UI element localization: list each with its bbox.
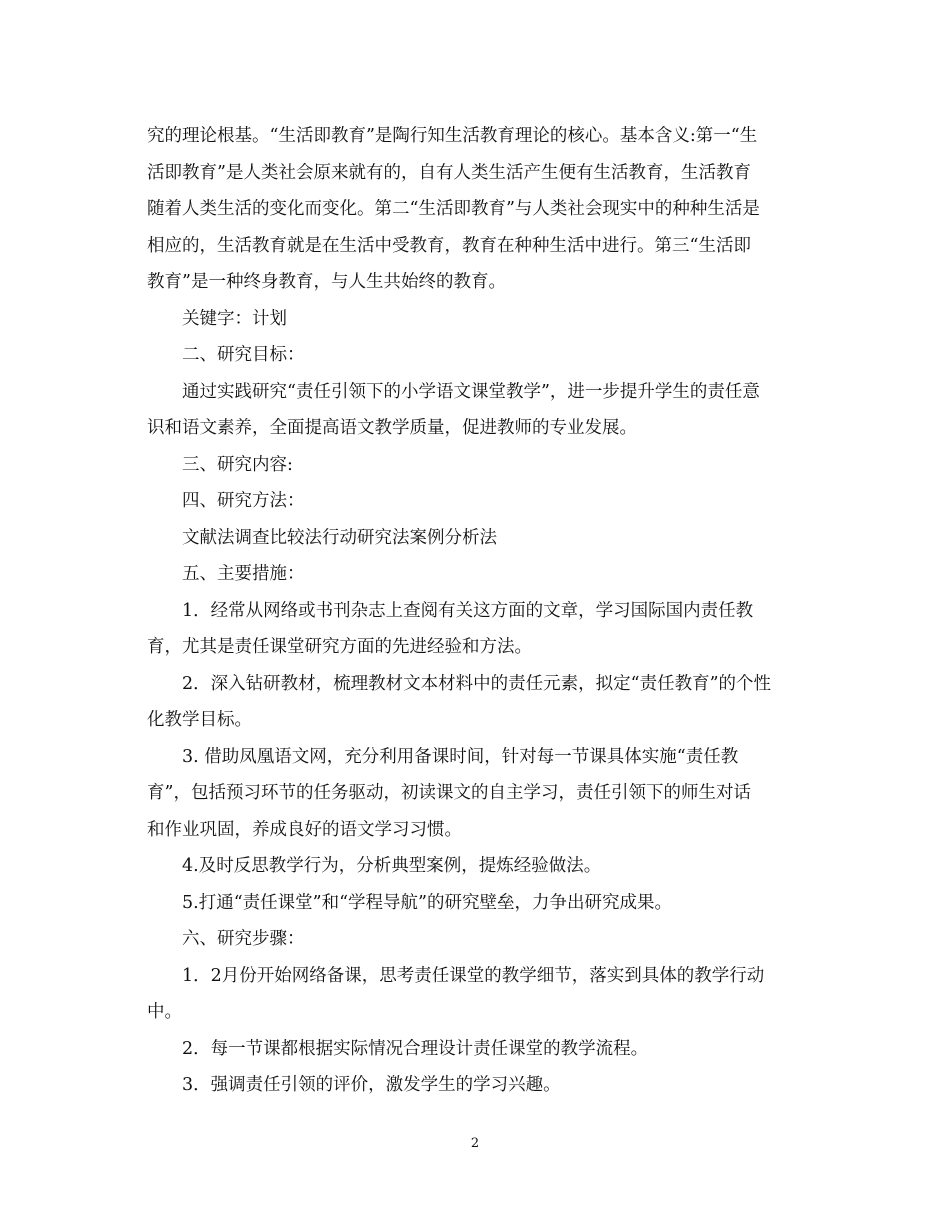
text-line: 育，尤其是责任课堂研究方面的先进经验和方法。 [147,637,532,657]
text-line: 化教学目标。 [147,710,252,730]
text-line: 中。 [147,1002,182,1022]
text-line: 3. 借助凤凰语文网，充分利用备课时间，针对每一节课具体实施“责任教 [182,746,739,767]
text-line: 关键字：计划 [182,308,287,329]
text-line: 和作业巩固，养成良好的语文学习习惯。 [147,819,462,840]
page-number: 2 [470,1136,480,1151]
text-line: 三、研究内容: [182,454,293,475]
text-line: 五、主要措施： [182,564,305,584]
text-line: 四、研究方法： [182,491,305,511]
text-line: 六、研究步骤： [182,929,305,949]
text-line: 3．强调责任引领的评价，激发学生的学习兴趣。 [182,1075,561,1095]
text-line: 育”，包括预习环节的任务驱动，初读课文的自主学习，责任引领下的师生对话 [147,783,751,803]
text-line: 活即教育”是人类社会原来就有的，自有人类生活产生便有生活教育，生活教育 [147,162,751,183]
text-line: 2．深入钻研教材，梳理教材文本材料中的责任元素，拟定“责任教育”的个性 [182,673,772,694]
text-line: 5.打通“责任课堂”和“学程导航”的研究壁垒，力争出研究成果。 [182,892,672,913]
text-line: 文献法调查比较法行动研究法案例分析法 [182,527,497,548]
text-line: 识和语文素养，全面提高语文教学质量，促进教师的专业发展。 [147,418,637,438]
text-line: 相应的，生活教育就是在生活中受教育，教育在种种生活中进行。第三“生活即 [147,235,751,256]
text-line: 教育”是一种终身教育，与人生共始终的教育。 [147,272,506,292]
text-line: 随着人类生活的变化而变化。第二“生活即教育”与人类社会现实中的种种生活是 [147,199,760,219]
text-line: 究的理论根基。“生活即教育”是陶行知生活教育理论的核心。基本含义:第一“生 [147,126,758,146]
text-line: 1．经常从网络或书刊杂志上查阅有关这方面的文章，学习国际国内责任教 [182,600,754,621]
text-line: 2．每一节课都根据实际情况合理设计责任课堂的教学流程。 [182,1038,649,1059]
document-body [147,118,812,1104]
text-line: 通过实践研究“责任引领下的小学语文课堂教学”，进一步提升学生的责任意 [182,381,760,402]
text-line: 4.及时反思教学行为，分析典型案例，提炼经验做法。 [182,856,602,876]
text-line: 二、研究目标： [182,345,305,365]
text-line: 1．2月份开始网络备课，思考责任课堂的教学细节，落实到具体的教学行动 [182,965,765,986]
